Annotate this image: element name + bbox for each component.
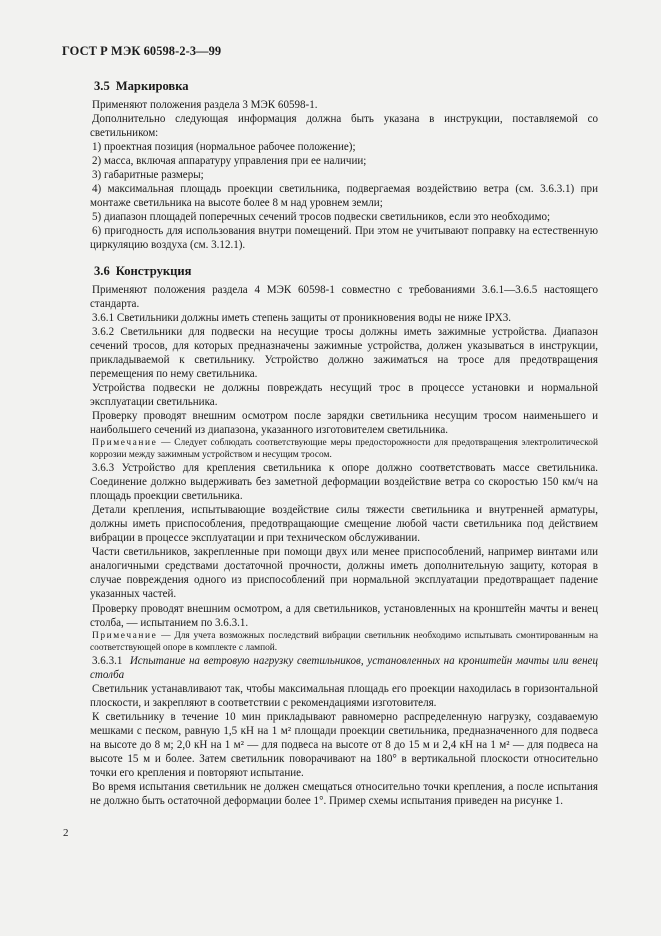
paragraph: Части светильников, закрепленные при помощи двух или менее приспособлений, например винтами или аналогичными средствами достаточной прочности, должны иметь дополнительную защиту, которая в случае повреждения одного из приспособлений при нормальной эксплуатации предотвращает падение указанных частей. — [90, 546, 598, 601]
paragraph: Устройства подвески не должны повреждать несущий трос в процессе установки и нормальной эксплуатации светильника. — [90, 381, 598, 408]
info-list — [90, 140, 598, 252]
note-text: — Следует соблюдать соответствующие меры предосторожности для предотвращения электролитической коррозии между зажимным устройством и несущим тросом. — [90, 438, 598, 461]
paragraph: Детали крепления, испытывающие воздействие силы тяжести светильника и внутренней арматуры, должны иметь приспособления, предотвращающие смещение любой части светильника под действием вибрации в процессе эксплуатации и при техническом обслуживании. — [90, 504, 598, 545]
document-code-header: ГОСТ Р МЭК 60598-2-3—99 — [62, 44, 222, 58]
subsection-number: 3.6.3.1 — [92, 654, 123, 667]
section-title: Конструкция — [115, 263, 192, 278]
section-heading-3-5 — [92, 78, 598, 94]
list-item: 6) пригодность для использования внутри помещений. При этом не учитывают поправку на естественную циркуляцию воздуха (см. 3.12.1). — [90, 225, 598, 252]
paragraph: Проверку проводят внешним осмотром, а для светильников, установленных на кронштейн мачты и венец столба, — испытанием по 3.6.3.1. — [90, 602, 598, 629]
list-item: 1) проектная позиция (нормальное рабочее положение); — [92, 141, 356, 154]
section-title: Маркировка — [115, 79, 189, 93]
note — [90, 630, 598, 654]
paragraph: К светильнику в течение 10 мин прикладывают равномерно распределенную нагрузку, создаваемую мешками с песком, равную 1,5 кН на 1 м² площади проекции светильника, предназначенного для подвеса на высоте до 8 м; 2,0 кН на 1 м² — для подвеса на высоте от 8 до 15 м и 2,4 кН на 1 м² — для подвеса на высоте 15 м и более. Затем светильник поворачивают на 180° в вертикальной плоскости относительно точки его крепления и повторяют испытание. — [90, 710, 598, 779]
paragraph: Во время испытания светильник не должен смещаться относительно точки крепления, а после испытания не должно быть остаточной деформации более 1°. Пример схемы испытания приведен на рисунке 1. — [90, 781, 598, 808]
paragraph: 3.6.1 Светильники должны иметь степень защиты от проникновения воды не ниже IPX3. — [92, 311, 512, 324]
paragraph: Применяют положения раздела 4 МЭК 60598-1 совместно с требованиями 3.6.1—3.6.5 настоящего стандарта. — [90, 283, 598, 310]
list-item: 4) максимальная площадь проекции светильника, подвергаемая воздействию ветра (см. 3.6.3.1) при монтаже светильника на высоте более 8 м над уровнем земли; — [90, 183, 598, 210]
list-item: 3) габаритные размеры; — [92, 169, 204, 182]
section-number: 3.5 — [94, 79, 110, 93]
subsection-heading — [90, 654, 598, 682]
list-item: 2) масса, включая аппаратуру управления при ее наличии; — [92, 155, 367, 168]
note-label: Примечание — [92, 630, 158, 641]
subsection-title: Испытание на ветровую нагрузку светильников, установленных на кронштейн мачты или венец столба — [90, 654, 598, 681]
list-item: 5) диапазон площадей поперечных сечений тросов подвески светильников, если это необходимо; — [92, 211, 551, 224]
paragraph: Светильник устанавливают так, чтобы максимальная площадь его проекции находилась в горизонтальной плоскости, и закрепляют в соответствии с рекомендациями изготовителя. — [90, 682, 598, 709]
section-heading-3-6 — [92, 263, 598, 279]
note-label: Примечание — [92, 438, 158, 449]
paragraph: Применяют положения раздела 3 МЭК 60598-1. — [92, 99, 318, 111]
page-content — [90, 78, 598, 808]
page-number: 2 — [63, 827, 69, 839]
paragraph: Дополнительно следующая информация должна быть указана в инструкции, поставляемой со светильником: — [90, 113, 598, 140]
section-number: 3.6 — [94, 263, 110, 278]
paragraph: 3.6.2 Светильники для подвески на несущие тросы должны иметь зажимные устройства. Диапазон сечений тросов, для которых предназначены зажимные устройства, должен указываться в инструкции, прикладываемой к светильнику. Устройство должно зажиматься на тросе для предотвращения перемещения по нему светильника. — [90, 325, 598, 380]
paragraph: Проверку проводят внешним осмотром после зарядки светильника несущим тросом наименьшего и наибольшего сечений из диапазона, указанного изготовителем светильника. — [90, 409, 598, 436]
note — [90, 437, 598, 461]
paragraph: 3.6.3 Устройство для крепления светильника к опоре должно соответствовать массе светильника. Соединение должно выдерживать без заметной деформации воздействие ветра со скоростью 150 км/ч на площадь проекции светильника. — [90, 462, 598, 503]
note-text: — Для учета возможных последствий вибрации светильник необходимо испытывать смонтированным на соответствующей опоре в комплекте с лампой. — [90, 630, 598, 653]
